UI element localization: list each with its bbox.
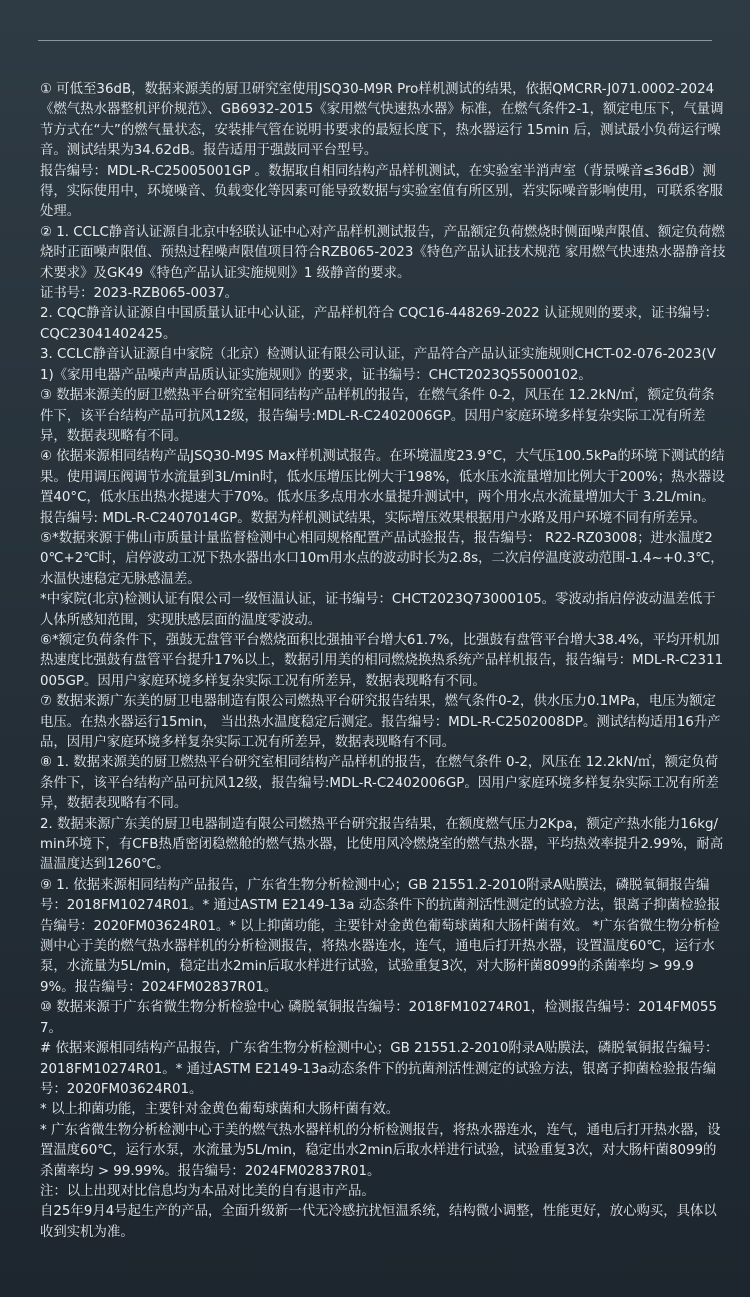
note-paragraph: ⑦ 数据来源广东美的厨卫电器制造有限公司燃热平台研究报告结果，燃气条件0-2，供水压力0.1MPa，电压为额定电压。在热水器运行15min， 当出热水温度稳定后测定。报告编号：MDL-R-C2502008DP。测试结构适用16升产品，因用户家庭环境多样复杂实际工况有所差异，数据表现略有不同。 xyxy=(40,694,721,750)
note-paragraph: 自25年9月4号起生产的产品，全面升级新一代无冷感抗扰恒温系统，结构微小调整，性能更好，放心购买，具体以收到实机为准。 xyxy=(40,1204,717,1240)
note-paragraph: ④ 依据来源相同结构产品JSQ30-M9S Max样机测试报告。在环境温度23.9°C，大气压100.5kPa的环境下测试的结果。使用调压阀调节水流量到3L/min时，低水压增压比例大于198%，低水压水流量增加比例大于200%；热水器设置40°C，低水压出热水提速大于70%。低水压多点用水水量提升测试中，两个用水点水流量增加大于 3.2L/min。报告编号: MDL-R-C2407014GP。数据为样机测试结果，实际增压效果根据用户水路及用户环境不同有所差异。 xyxy=(40,449,725,526)
note-paragraph: 证书号：2023-RZB065-0037。 xyxy=(40,286,238,302)
note-paragraph: 注：以上出现对比信息均为本品对比美的自有退市产品。 xyxy=(40,1183,375,1199)
note-paragraph: 2. CQC静音认证源自中国质量认证中心认证，产品样机符合 CQC16-448269-2022 认证规则的要求，证书编号：CQC23041402425。 xyxy=(40,306,718,342)
footnotes-block xyxy=(40,80,726,1243)
top-divider xyxy=(38,40,712,41)
note-paragraph: ⑨ 1. 依据来源相同结构产品报告，广东省生物分析检测中心；GB 21551.2-2010附录A贴膜法，磷脱氧铜报告编号：2018FM10274R01。* 通过ASTM E2149-13a 动态条件下的抗菌剂活性测定的试验方法，银离子抑菌检验报告编号：2020FM03624R01。* 以上抑菌功能，主要针对金黄色葡萄球菌和大肠杆菌有效。 *广东省微生物分析检测中心于美的燃气热水器样机的分析检测报告，将热水器连水，连气，通电后打开热水器，设置温度60℃，运行水泵，水流量为5L/min，稳定出水2min后取水样进行试验，试验重复3次，对大肠杆菌8099的杀菌率均 > 99.99%。报告编号：2024FM02837R01。 xyxy=(40,877,721,995)
note-paragraph: *中家院(北京)检测认证有限公司一级恒温认证，证书编号：CHCT2023Q73000105。零波动指启停波动温差低于人体所感知范围，实现肤感层面的温度零波动。 xyxy=(40,592,716,628)
note-paragraph: ⑧ 1. 数据来源美的厨卫燃热平台研究室相同结构产品样机的报告，在燃气条件 0-2，风压在 12.2kN/㎡，额定负荷条件下，该平台结构产品可抗风12级，报告编号:MDL-R-C2402006GP。因用户家庭环境多样复杂实际工况有所差异，数据表现略有不同。 xyxy=(40,755,719,812)
note-paragraph: ② 1. CCLC静音认证源自北京中轻联认证中心对产品样机测试报告，产品额定负荷燃烧时侧面噪声限值、额定负荷燃烧时正面噪声限值、预热过程噪声限值项目符合RZB065-2023《特色产品认证技术规范 家用燃气快速热水器静音技术要求》及GK49《特色产品认证实施规则》1 级静音的要求。 xyxy=(40,224,726,281)
note-paragraph: ⑤*数据来源于佛山市质量计量监督检测中心相同规格配置产品试验报告，报告编号： R22-RZ03008；进水温度20℃+2℃时，启停波动工况下热水器出水口10m用水点的波动时长为2.8s，二次启停温度波动范围-1.4~+0.3℃，水温快速稳定无脉感温差。 xyxy=(40,530,724,587)
note-paragraph: * 广东省微生物分析检测中心于美的燃气热水器样机的分析检测报告，将热水器连水，连气，通电后打开热水器，设置温度60℃，运行水泵，水流量为5L/min，稳定出水2min后取水样进行试验，试验重复3次，对大肠杆菌8099的杀菌率均 > 99.99%。报告编号：2024FM02837R01。 xyxy=(40,1122,721,1179)
note-paragraph: # 依据来源相同结构产品报告，广东省生物分析检测中心；GB 21551.2-2010附录A贴膜法，磷脱氧铜报告编号：2018FM10274R01。* 通过ASTM E2149-13a动态条件下的抗菌剂活性测定的试验方法，银离子抑菌检验报告编号：2020FM03624R01。 xyxy=(40,1041,719,1097)
note-paragraph: 3. CCLC静音认证源自中家院（北京）检测认证有限公司认证，产品符合产品认证实施规则CHCT-02-076-2023(V1)《家用电器产品噪声声品质认证实施规则》的要求，证书编号：CHCT2023Q55000102。 xyxy=(40,347,716,383)
note-paragraph: 2. 数据来源广东美的厨卫电器制造有限公司燃热平台研究报告结果，在额度燃气压力2Kpa，额定产热水能力16kg/min环境下，有CFB热盾密闭稳燃舱的燃气热水器，比使用风冷燃烧室的燃气热水器，平均热效率提升2.99%，耐高温温度达到1260℃。 xyxy=(40,816,724,873)
note-paragraph: 报告编号：MDL-R-C25005001GP 。数据取自相同结构产品样机测试，在实验室半消声室（背景噪音≤36dB）测得，实际使用中，环境噪音、负载变化等因素可能导致数据与实验室值有所区别，若实际噪音影响使用，可联系客服处理。 xyxy=(40,163,723,220)
note-paragraph: * 以上抑菌功能，主要针对金黄色葡萄球菌和大肠杆菌有效。 xyxy=(40,1102,400,1118)
note-paragraph: ⑥*额定负荷条件下，强鼓无盘管平台燃烧面积比强抽平台增大61.7%，比强鼓有盘管平台增大38.4%，平均开机加热速度比强鼓有盘管平台提升17%以上，数据引用美的相同燃烧换热系统产品样机报告，报告编号：MDL-R-C2311005GP。因用户家庭环境多样复杂实际工况有所差异，数据表现略有不同。 xyxy=(40,632,724,689)
note-paragraph: ③ 数据来源美的厨卫燃热平台研究室相同结构产品样机的报告，在燃气条件 0-2，风压在 12.2kN/㎡，额定负荷条件下，该平台结构产品可抗风12级，报告编号:MDL-R-C2402006GP。因用户家庭环境多样复杂实际工况有所差异，数据表现略有不同。 xyxy=(40,388,715,444)
note-paragraph: ⑩ 数据来源于广东省微生物分析检验中心 磷脱氧铜报告编号：2018FM10274R01，检测报告编号：2014FM0557。 xyxy=(40,1000,717,1036)
note-paragraph: ① 可低至36dB，数据来源美的厨卫研究室使用JSQ30-M9R Pro样机测试的结果，依据QMCRR-J071.0002-2024《燃气热水器整机评价规范》、GB6932-2015《家用燃气快速热水器》标准，在燃气条件2-1，额定电压下，气量调节方式在“大”的燃气量状态，安装排气管在说明书要求的最短长度下，热水器运行 15min 后，测试最小负荷运行噪音。测试结果为34.62dB。报告适用于强鼓同平台型号。 xyxy=(40,82,724,159)
